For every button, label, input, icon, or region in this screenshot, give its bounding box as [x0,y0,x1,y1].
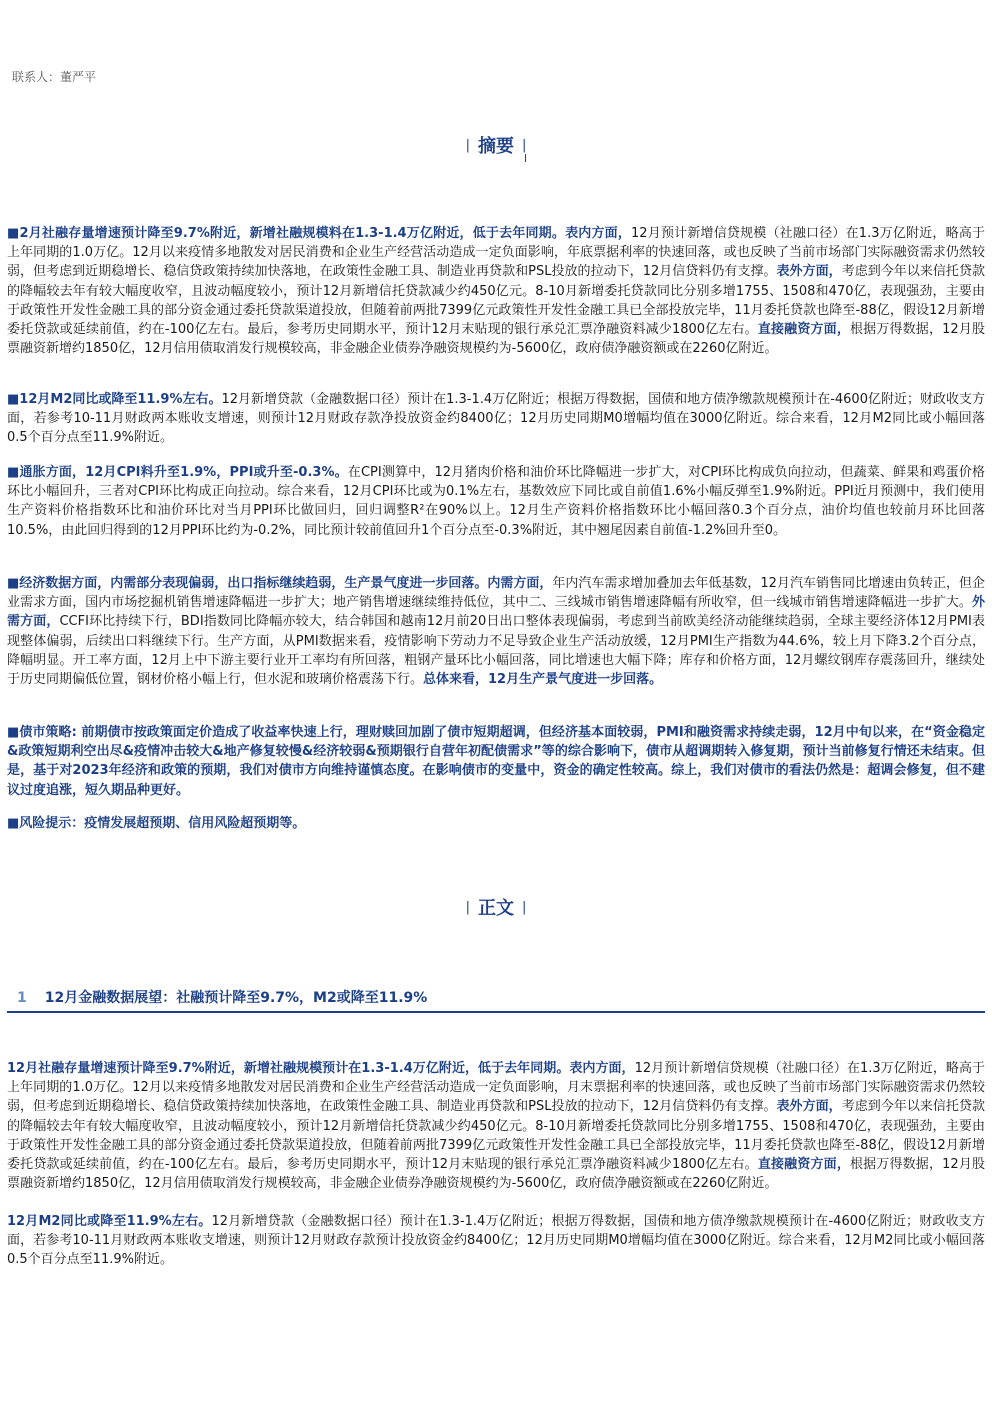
emphasis-text: ■12月M2同比或降至11.9%左右。 [7,392,222,407]
body-paragraph-1 [7,1059,985,1193]
body-text: CCFI环比持续下行，BDI指数同比降幅亦较大，结合韩国和越南12月前20日出口整体表现偏弱，考虑到当前欧美经济动能继续趋弱，全球主要经济体12月PMI表现整体偏弱，后续出口料继续下行。生产方面，从PMI数据来看，疫情影响下劳动力不足导致企业生产活动放缓，12月PMI生产指数为44.6%，较上月下降3.2个百分点，降幅明显。开工率方面，12月上中下游主要行业开工率均有所回落，粗钢产量环比小幅回落，同比增速也大幅下降；库存和价格方面，12月螺纹钢库存震荡回升，继续处于历史同期偏低位置，钢材价格小幅上行，但水泥和玻璃价格震荡下行。 [7,614,985,688]
body-text: 12月预计新增信贷规模（社融口径）在1.3万亿附近，略高于上年同期的1.0万亿。12月以来疫情多地散发对居民消费和企业生产经营活动造成一定负面影响，年底票据利率的快速回落，或也反映了当前市场部门实际融资需求仍然较弱，但考虑到近期稳增长、稳信贷政策持续加快落地，在政策性金融工具、制造业再贷款和PSL投放的拉动下，12月信贷料仍有支撑。 [7,226,986,280]
emphasis-text: ■债市策略: 前期债市按政策面定价造成了收益率快速上行，理财赎回加剧了债市短期超调，但经济基本面较弱，PMI和融资需求持续走弱，12月中旬以来，在“资金稳定&政策短期利空出尽&疫情冲击较大&地产修复较慢&经济较弱&预期银行自营年初配债需求”等的综合影响下，债市从超调期转入修复期，预计当前修复行情还未结束。但是，基于对2023年经济和政策的预期，我们对债市方向维持谨慎态度。在影响债市的变量中，资金的确定性较高。综上，我们对债市的看法仍然是：超调会修复，但不建议过度追涨，短久期品种更好。 [7,725,985,798]
body-text: 根据万得数据，12月股票融资新增约1850亿，12月信用债取消发行规模较高，非金融企业债券净融资规模约为-5600亿，政府债净融资额或在2260亿附近。 [7,322,985,357]
body-title-text: 正文 [478,898,514,919]
body-text: 年内汽车需求增加叠加去年低基数，12月汽车销售同比增速由负转正，但企业需求方面，国内市场挖掘机销售增速降幅进一步扩大；地产销售增速继续维持低位，其中二、三线城市销售增速降幅有所收窄，但一线城市销售增速降幅进一步扩大。 [7,576,985,611]
emphasis-text: 表外方面， [776,1099,842,1115]
title-bar-left: | [465,138,470,153]
emphasis-text: 12月社融存量增速预计降至9.7%附近，新增社融规模预计在1.3-1.4万亿附近，低于去年同期。表内方面， [7,1061,635,1076]
emphasis-text: 12月M2同比或降至11.9%左右。 [7,1214,212,1229]
abstract-paragraph-3 [7,463,985,540]
emphasis-text: 直接融资方面， [757,322,850,338]
emphasis-text: 表外方面， [776,264,842,280]
emphasis-text: ■2月社融存量增速预计降至9.7%附近，新增社融规模料在1.3-1.4万亿附近，低于去年同期。表内方面， [7,226,632,241]
body-text: 根据万得数据，12月股票融资新增约1850亿，12月信用债取消发行规模较高，非金融企业债券净融资规模约为-5600亿，政府债净融资额或在2260亿附近。 [7,1157,985,1192]
emphasis-text: ■风险提示：疫情发展超预期、信用风险超预期等。 [7,816,306,831]
body-text: 考虑到今年以来信托贷款的降幅较去年有较大幅度收窄，且波动幅度较小，预计12月新增信托贷款减少约450亿元。8-10月新增委托贷款同比分别多增1755、1508和470亿，表现强劲，主要由于政策性开发性金融工具的部分资金通过委托贷款渠道投放，但随着前两批7399亿元政策性开发性金融工具已全部投放完毕，11月委托贷款也降至-88亿，假设12月新增委托贷款或延续前值，约在-100亿左右。最后，参考历史同期水平，预计12月末贴现的银行承兑汇票净融资料减少1800亿左右。 [7,264,985,338]
section-heading-text: 12月金融数据展望：社融预计降至9.7%，M2或降至11.9% [44,990,428,1006]
title-bar-right: | [522,138,527,153]
abstract-paragraph-5 [7,723,985,800]
abstract-title [0,132,992,158]
emphasis-text: 总体来看，12月生产景气度进一步回落。 [423,672,663,688]
body-text: 在CPI测算中，12月猪肉价格和油价环比降幅进一步扩大，对CPI环比构成负向拉动，但蔬菜、鲜果和鸡蛋价格环比小幅回升，三者对CPI环比构成正向拉动。综合来看，12月CPI环比或为0.1%左右，基数效应下同比或自前值1.6%小幅反弹至1.9%附近。PPI近月预测中，我们使用生产资料价格指数环比和油价环比对当月PPI环比做回归，回归调整R²在90%以上。12月生产资料价格指数环比小幅回落0.3个百分点，油价均值也较前月环比回落10.5%，由此回归得到的12月PPI环比约为-0.2%，同比预计较前值回升1个百分点至-0.3%附近，其中翘尾因素自前值-1.2%回升至0。 [7,465,985,538]
title-tick [525,154,526,162]
body-text: 考虑到今年以来信托贷款的降幅较去年有较大幅度收窄，且波动幅度较小，预计12月新增信托贷款减少约450亿元。8-10月新增委托贷款同比分别多增1755、1508和470亿，表现强劲，主要由于政策性开发性金融工具的部分资金通过委托贷款渠道投放，但随着前两批7399亿元政策性开发性金融工具已全部投放完毕，11月委托贷款也降至-88亿，假设12月新增委托贷款或延续前值，约在-100亿左右。最后，参考历史同期水平，预计12月末贴现的银行承兑汇票净融资料减少1800亿左右。 [7,1099,985,1173]
body-text: 12月预计新增信贷规模（社融口径）在1.3万亿附近，略高于上年同期的1.0万亿。12月以来疫情多地散发对居民消费和企业生产经营活动造成一定负面影响，月末票据利率的快速回落，或也反映了当前市场部门实际融资需求仍然较弱，但考虑到近期稳增长、稳信贷政策持续加快落地，在政策性金融工具、制造业再贷款和PSL投放的拉动下，12月信贷料仍有支撑。 [7,1061,985,1115]
section-rule [7,1011,985,1013]
section-heading [17,987,427,1007]
body-paragraph-2 [7,1212,985,1270]
emphasis-text: 外需方面， [7,595,985,630]
section-number: 1 [17,990,27,1006]
abstract-paragraph-4 [7,574,985,689]
abstract-paragraph-2 [7,390,985,448]
contact-person: 联系人：董严平 [12,70,97,84]
title-bar-right: | [522,900,527,915]
abstract-paragraph-6 [7,814,985,833]
body-text: 12月新增贷款（金融数据口径）预计在1.3-1.4万亿附近；根据万得数据，国债和地方债净缴款规模预计在-4600亿附近；财政收支方面，若参考10-11月财政两本账收支增速，则预计12月财政存款净投放资金约8400亿；12月历史同期M0增幅均值在3000亿附近。综合来看，12月M2同比或小幅回落0.5个百分点至11.9%附近。 [7,392,985,446]
body-title [0,894,992,920]
abstract-paragraph-1 [7,224,985,358]
emphasis-text: 直接融资方面， [757,1157,850,1173]
emphasis-text: ■通胀方面，12月CPI料升至1.9%，PPI或升至-0.3%。 [7,465,348,480]
body-text: 12月新增贷款（金融数据口径）预计在1.3-1.4万亿附近；根据万得数据，国债和地方债净缴款规模预计在-4600亿附近；财政收支方面，若参考10-11月财政两本账收支增速，则预计12月财政存款预计投放资金约8400亿；12月历史同期M0增幅均值在3000亿附近。综合来看，12月M2同比或小幅回落0.5个百分点至11.9%附近。 [7,1214,985,1268]
title-bar-left: | [465,900,470,915]
abstract-title-text: 摘要 [478,136,514,157]
emphasis-text: ■经济数据方面，内需部分表现偏弱，出口指标继续趋弱，生产景气度进一步回落。内需方面， [7,576,553,591]
